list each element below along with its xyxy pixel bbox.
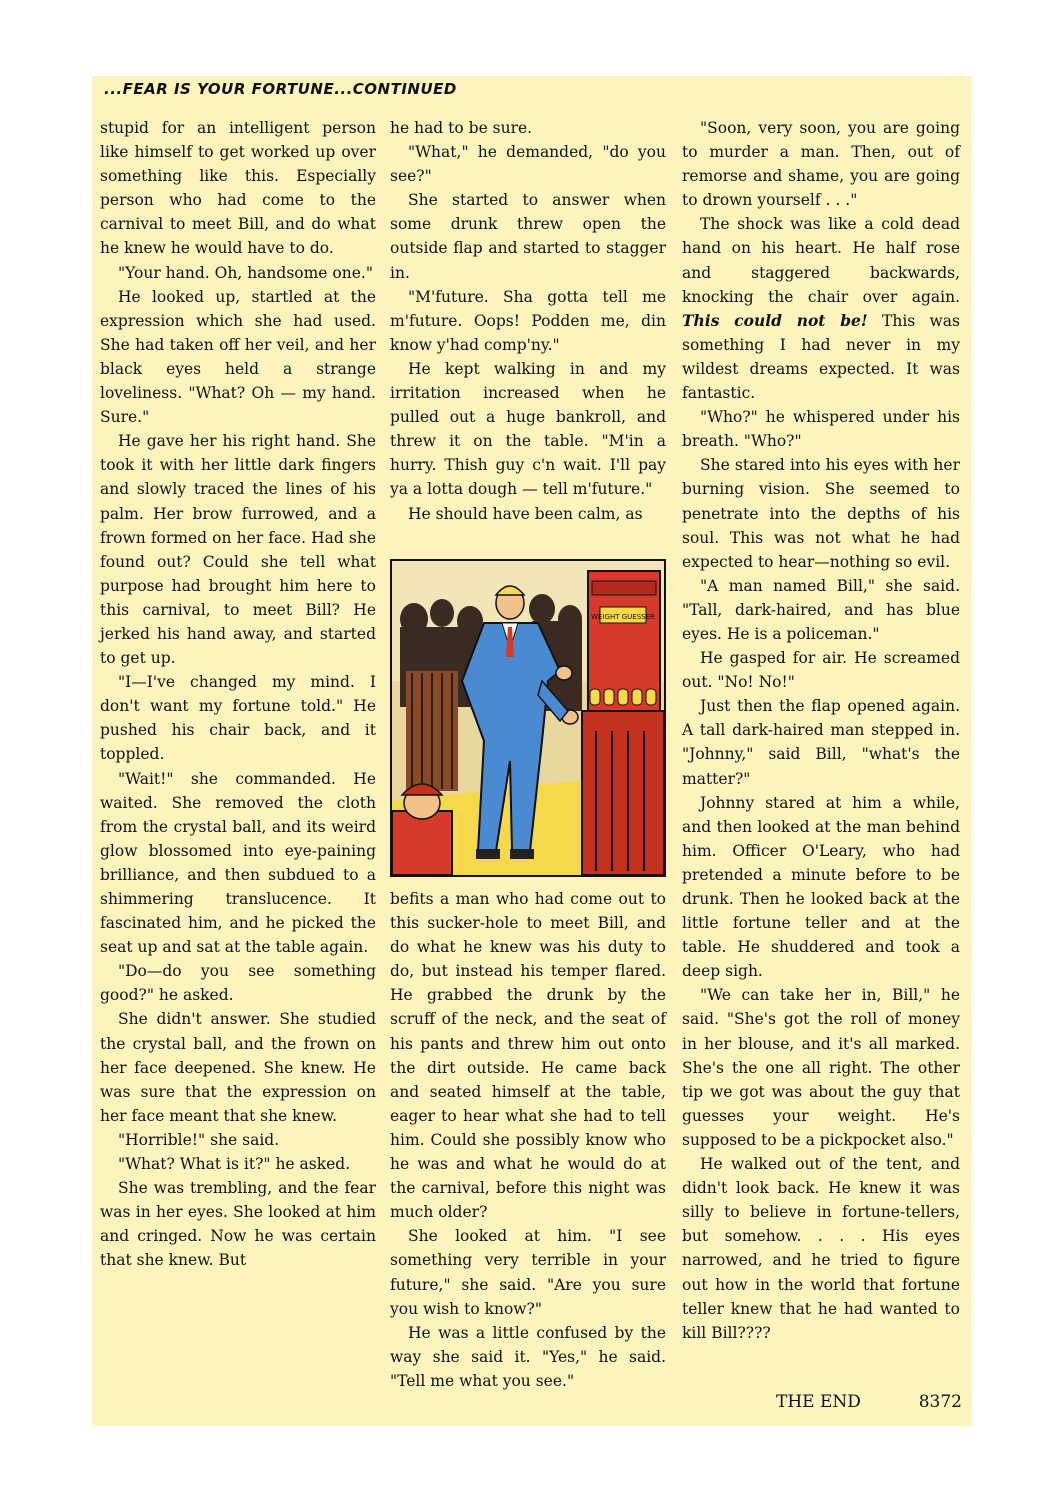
emphasis-text: This could not be! xyxy=(682,310,868,330)
paragraph: He kept walking in and my irritation increased when he pulled out a huge bankroll, and threw it on the table. "M'in a hurry. Thish guy c'n wait. I'll pay ya a lotta dough — tell m'future." xyxy=(390,359,666,499)
paragraph: She didn't answer. She studied the crystal ball, and the frown on her face deepened. She knew. He was sure that the expression on her face meant that she knew. xyxy=(100,1010,376,1125)
paragraph: She stared into his eyes with her burning vision. She seemed to penetrate into the depths of his soul. This was not what he had expected to hear—nothing so evil. xyxy=(682,456,960,571)
column-1 xyxy=(100,116,376,1273)
paragraph: "I—I've changed my mind. I don't want my fortune told." He pushed his chair back, and it toppled. xyxy=(100,673,376,764)
paragraph: stupid for an intelligent person like himself to get worked up over something like this. Especially person who had come to the carnival to meet Bill, and do what he knew he would have to do. xyxy=(100,119,376,258)
paragraph-text: This was something I had never in my wildest dreams expected. It was fantastic. xyxy=(682,311,960,403)
paragraph: He gasped for air. He screamed out. "No! No!" xyxy=(682,649,960,692)
column-2-bottom xyxy=(390,887,666,1393)
paragraph: Just then the flap opened again. A tall dark-haired man stepped in. "Johnny," said Bill, "what's the matter?" xyxy=(682,697,960,788)
paragraph: He was a little confused by the way she said it. "Yes," he said. "Tell me what you see." xyxy=(390,1323,666,1390)
paragraph: "Do—do you see something good?" he asked. xyxy=(100,962,376,1005)
paragraph: Johnny stared at him a while, and then looked at the man behind him. Officer O'Leary, who had pretended a minute before to be drunk. Then he looked back at the little fortune teller and at the table. He shuddered and took a deep sigh. xyxy=(682,793,960,981)
the-end-label: THE END xyxy=(776,1392,861,1412)
paragraph: befits a man who had come out to this sucker-hole to meet Bill, and do what he knew was his duty to do, but instead his temper flared. He grabbed the drunk by the scruff of the neck, and the seat of his pants and threw him out onto the dirt outside. He came back and seated himself at the table, eager to hear what she had to tell him. Could she possibly know who he was and what he would do at the carnival, before this night was much older? xyxy=(390,890,666,1222)
paragraph: She was trembling, and the fear was in her eyes. She looked at him and cringed. Now he was certain that she knew. But xyxy=(100,1179,376,1270)
comic-page xyxy=(92,76,972,1426)
paragraph: "Wait!" she commanded. He waited. She removed the cloth from the crystal ball, and its weird glow blossomed into eye-paining brilliance, and then subdued to a shimmering translucence. It fascinated him, and he picked the seat up and sat at the table again. xyxy=(100,769,376,957)
paragraph-text: The shock was like a cold dead hand on his heart. He half rose and staggered backwards, knocking the chair over again. xyxy=(682,215,960,306)
paragraph: "Horrible!" she said. xyxy=(118,1130,280,1149)
column-2-top xyxy=(390,116,666,526)
paragraph: "What," he demanded, "do you see?" xyxy=(390,143,666,186)
paragraph: He looked up, startled at the expression which she had used. She had taken off her veil, and her black eyes held a strange loveliness. "What? Oh — my hand. Sure." xyxy=(100,287,376,427)
panel-drawing xyxy=(392,561,664,875)
paragraph: "A man named Bill," she said. "Tall, dark-haired, and has blue eyes. He is a policeman." xyxy=(682,576,960,643)
column-3 xyxy=(682,116,960,1345)
paragraph: "We can take her in, Bill," he said. "She's got the roll of money in her blouse, and it's all marked. She's the one all right. The other tip we got was about the guy that guesses your weight. He's supposed to be a pickpocket also." xyxy=(682,986,960,1149)
paragraph: He gave her his right hand. She took it with her little dark fingers and slowly traced the lines of his palm. Her brow furrowed, and a frown formed on her face. Had she found out? Could she tell what purpose had brought him here to this carnival, to meet Bill? He jerked his hand away, and started to get up. xyxy=(100,432,376,668)
paragraph: he had to be sure. xyxy=(390,119,533,137)
booth-sign: WEIGHT GUESSER xyxy=(591,613,655,621)
paragraph: "What? What is it?" he asked. xyxy=(118,1155,351,1174)
paragraph xyxy=(682,212,960,405)
paragraph: She looked at him. "I see something very terrible in your future," she said. "Are you sure you wish to know?" xyxy=(390,1227,666,1318)
paragraph: He should have been calm, as xyxy=(408,504,643,523)
paragraph: "Your hand. Oh, handsome one." xyxy=(118,263,373,282)
page-code: 8372 xyxy=(918,1392,962,1412)
paragraph: "Soon, very soon, you are going to murder a man. Then, out of remorse and shame, you are going to drown yourself . . ." xyxy=(682,119,960,210)
paragraph: "M'future. Sha gotta tell me m'future. Oops! Podden me, din know y'had comp'ny." xyxy=(390,287,666,354)
story-header: ...FEAR IS YOUR FORTUNE...CONTINUED xyxy=(104,80,457,98)
paragraph: She started to answer when some drunk threw open the outside flap and started to stagger in. xyxy=(390,191,666,282)
paragraph: "Who?" he whispered under his breath. "Who?" xyxy=(682,408,960,451)
comic-panel-illustration xyxy=(390,559,666,877)
end-line xyxy=(776,1392,962,1412)
paragraph: He walked out of the tent, and didn't look back. He knew it was silly to believe in fortune-tellers, but somehow. . . . His eyes narrowed, and he tried to figure out how in the world that fortune teller knew that he had wanted to kill Bill???? xyxy=(682,1155,960,1342)
